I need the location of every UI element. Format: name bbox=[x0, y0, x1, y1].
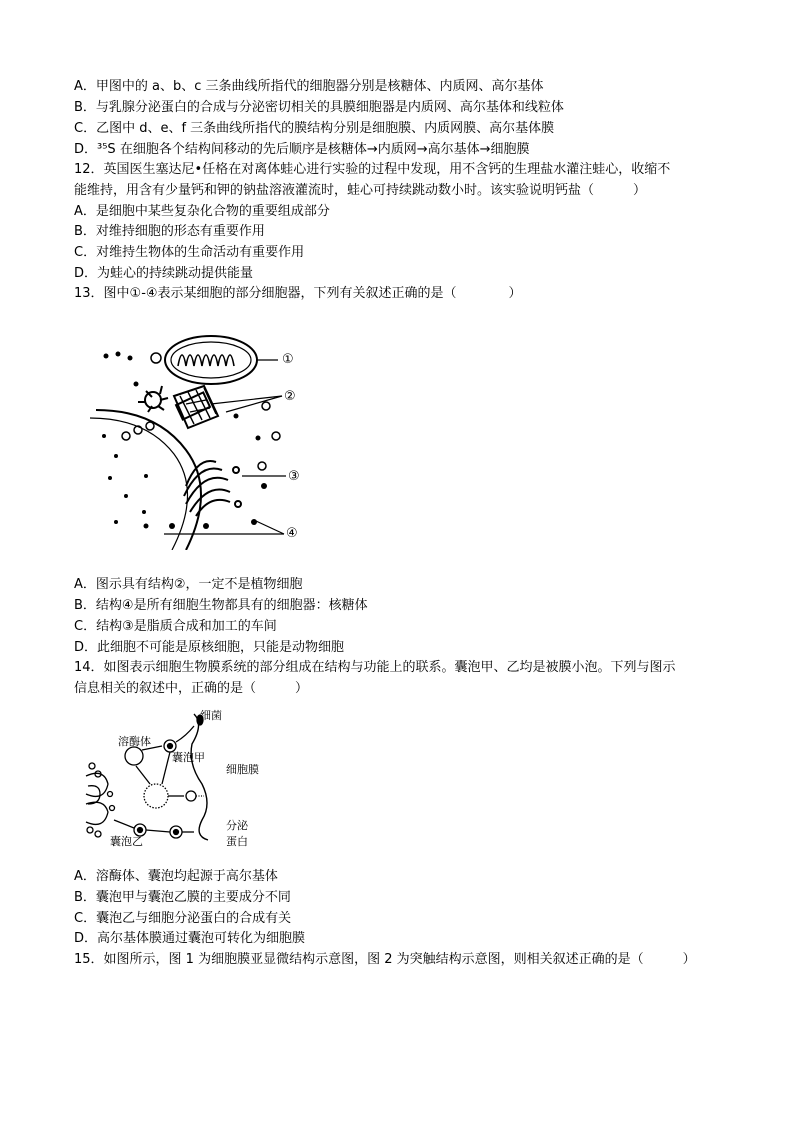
q13-label-3: ③ bbox=[288, 469, 300, 484]
q14-label-secreted-1: 分泌 bbox=[226, 819, 248, 832]
golgi-stack-drawing bbox=[86, 763, 115, 837]
q13-label-2: ② bbox=[284, 389, 296, 404]
q11-option-a: A．甲图中的 a、b、c 三条曲线所指代的细胞器分别是核糖体、内质网、高尔基体 bbox=[74, 79, 544, 94]
q11-option-c: C．乙图中 d、e、f 三条曲线所指代的膜结构分别是细胞膜、内质网膜、高尔基体膜 bbox=[74, 121, 555, 136]
q11-option-b: B．与乳腺分泌蛋白的合成与分泌密切相关的具膜细胞器是内质网、高尔基体和线粒体 bbox=[74, 100, 564, 115]
q12-option-c: C．对维持生物体的生命活动有重要作用 bbox=[74, 245, 305, 260]
q14-option-d: D．高尔基体膜通过囊泡可转化为细胞膜 bbox=[74, 931, 306, 946]
q13-option-c: C．结构③是脂质合成和加工的车间 bbox=[74, 619, 277, 634]
q13-option-d: D．此细胞不可能是原核细胞，只能是动物细胞 bbox=[74, 640, 345, 655]
q14-stem-line2: 信息相关的叙述中，正确的是（ ） bbox=[74, 681, 309, 696]
q13-option-b: B．结构④是所有细胞生物都具有的细胞器：核糖体 bbox=[74, 598, 368, 613]
q14-label-vesicle-a: 囊泡甲 bbox=[172, 751, 205, 764]
mitochondrion-drawing bbox=[165, 336, 257, 384]
q11-option-d: D．³⁵S 在细胞各个结构间移动的先后顺序是核糖体→内质网→高尔基体→细胞膜 bbox=[74, 142, 530, 157]
q14-option-c: C．囊泡乙与细胞分泌蛋白的合成有关 bbox=[74, 911, 292, 926]
q12-option-b: B．对维持细胞的形态有重要作用 bbox=[74, 224, 265, 239]
q14-label-membrane: 细胞膜 bbox=[226, 763, 259, 776]
q13-option-a: A．图示具有结构②，一定不是植物细胞 bbox=[74, 577, 303, 592]
q14-label-bacteria: 细菌 bbox=[200, 709, 222, 722]
q15-stem: 15．如图所示，图 1 为细胞膜亚显微结构示意图，图 2 为突触结构示意图，则相关叙述正确的是（ ） bbox=[74, 952, 696, 967]
q14-option-b: B．囊泡甲与囊泡乙膜的主要成分不同 bbox=[74, 890, 291, 905]
q13-label-4: ④ bbox=[286, 526, 298, 541]
q12-stem-line2: 能维持，用含有少量钙和钾的钠盐溶液灌流时，蛙心可持续跳动数小时。该实验说明钙盐（ ） bbox=[74, 183, 647, 198]
q12-option-a: A．是细胞中某些复杂化合物的重要组成部分 bbox=[74, 204, 330, 219]
q14-option-a: A．溶酶体、囊泡均起源于高尔基体 bbox=[74, 869, 278, 884]
q12-option-d: D．为蛙心的持续跳动提供能量 bbox=[74, 266, 254, 281]
q12-stem-line1: 12．英国医生塞达尼•任格在对离体蛙心进行实验的过程中发现，用不含钙的生理盐水灌注蛙心，收缩不 bbox=[74, 162, 671, 177]
q14-label-vesicle-b: 囊泡乙 bbox=[110, 835, 143, 848]
golgi-drawing bbox=[184, 461, 241, 516]
q14-label-lysosome: 溶酶体 bbox=[118, 735, 151, 748]
q13-label-1: ① bbox=[282, 352, 294, 367]
q14-stem-line1: 14．如图表示细胞生物膜系统的部分组成在结构与功能上的联系。囊泡甲、乙均是被膜小泡。下列与图示 bbox=[74, 660, 676, 675]
q13-stem: 13．图中①-④表示某细胞的部分细胞器，下列有关叙述正确的是（ ） bbox=[74, 286, 522, 301]
q14-label-secreted-2: 蛋白 bbox=[226, 835, 248, 848]
